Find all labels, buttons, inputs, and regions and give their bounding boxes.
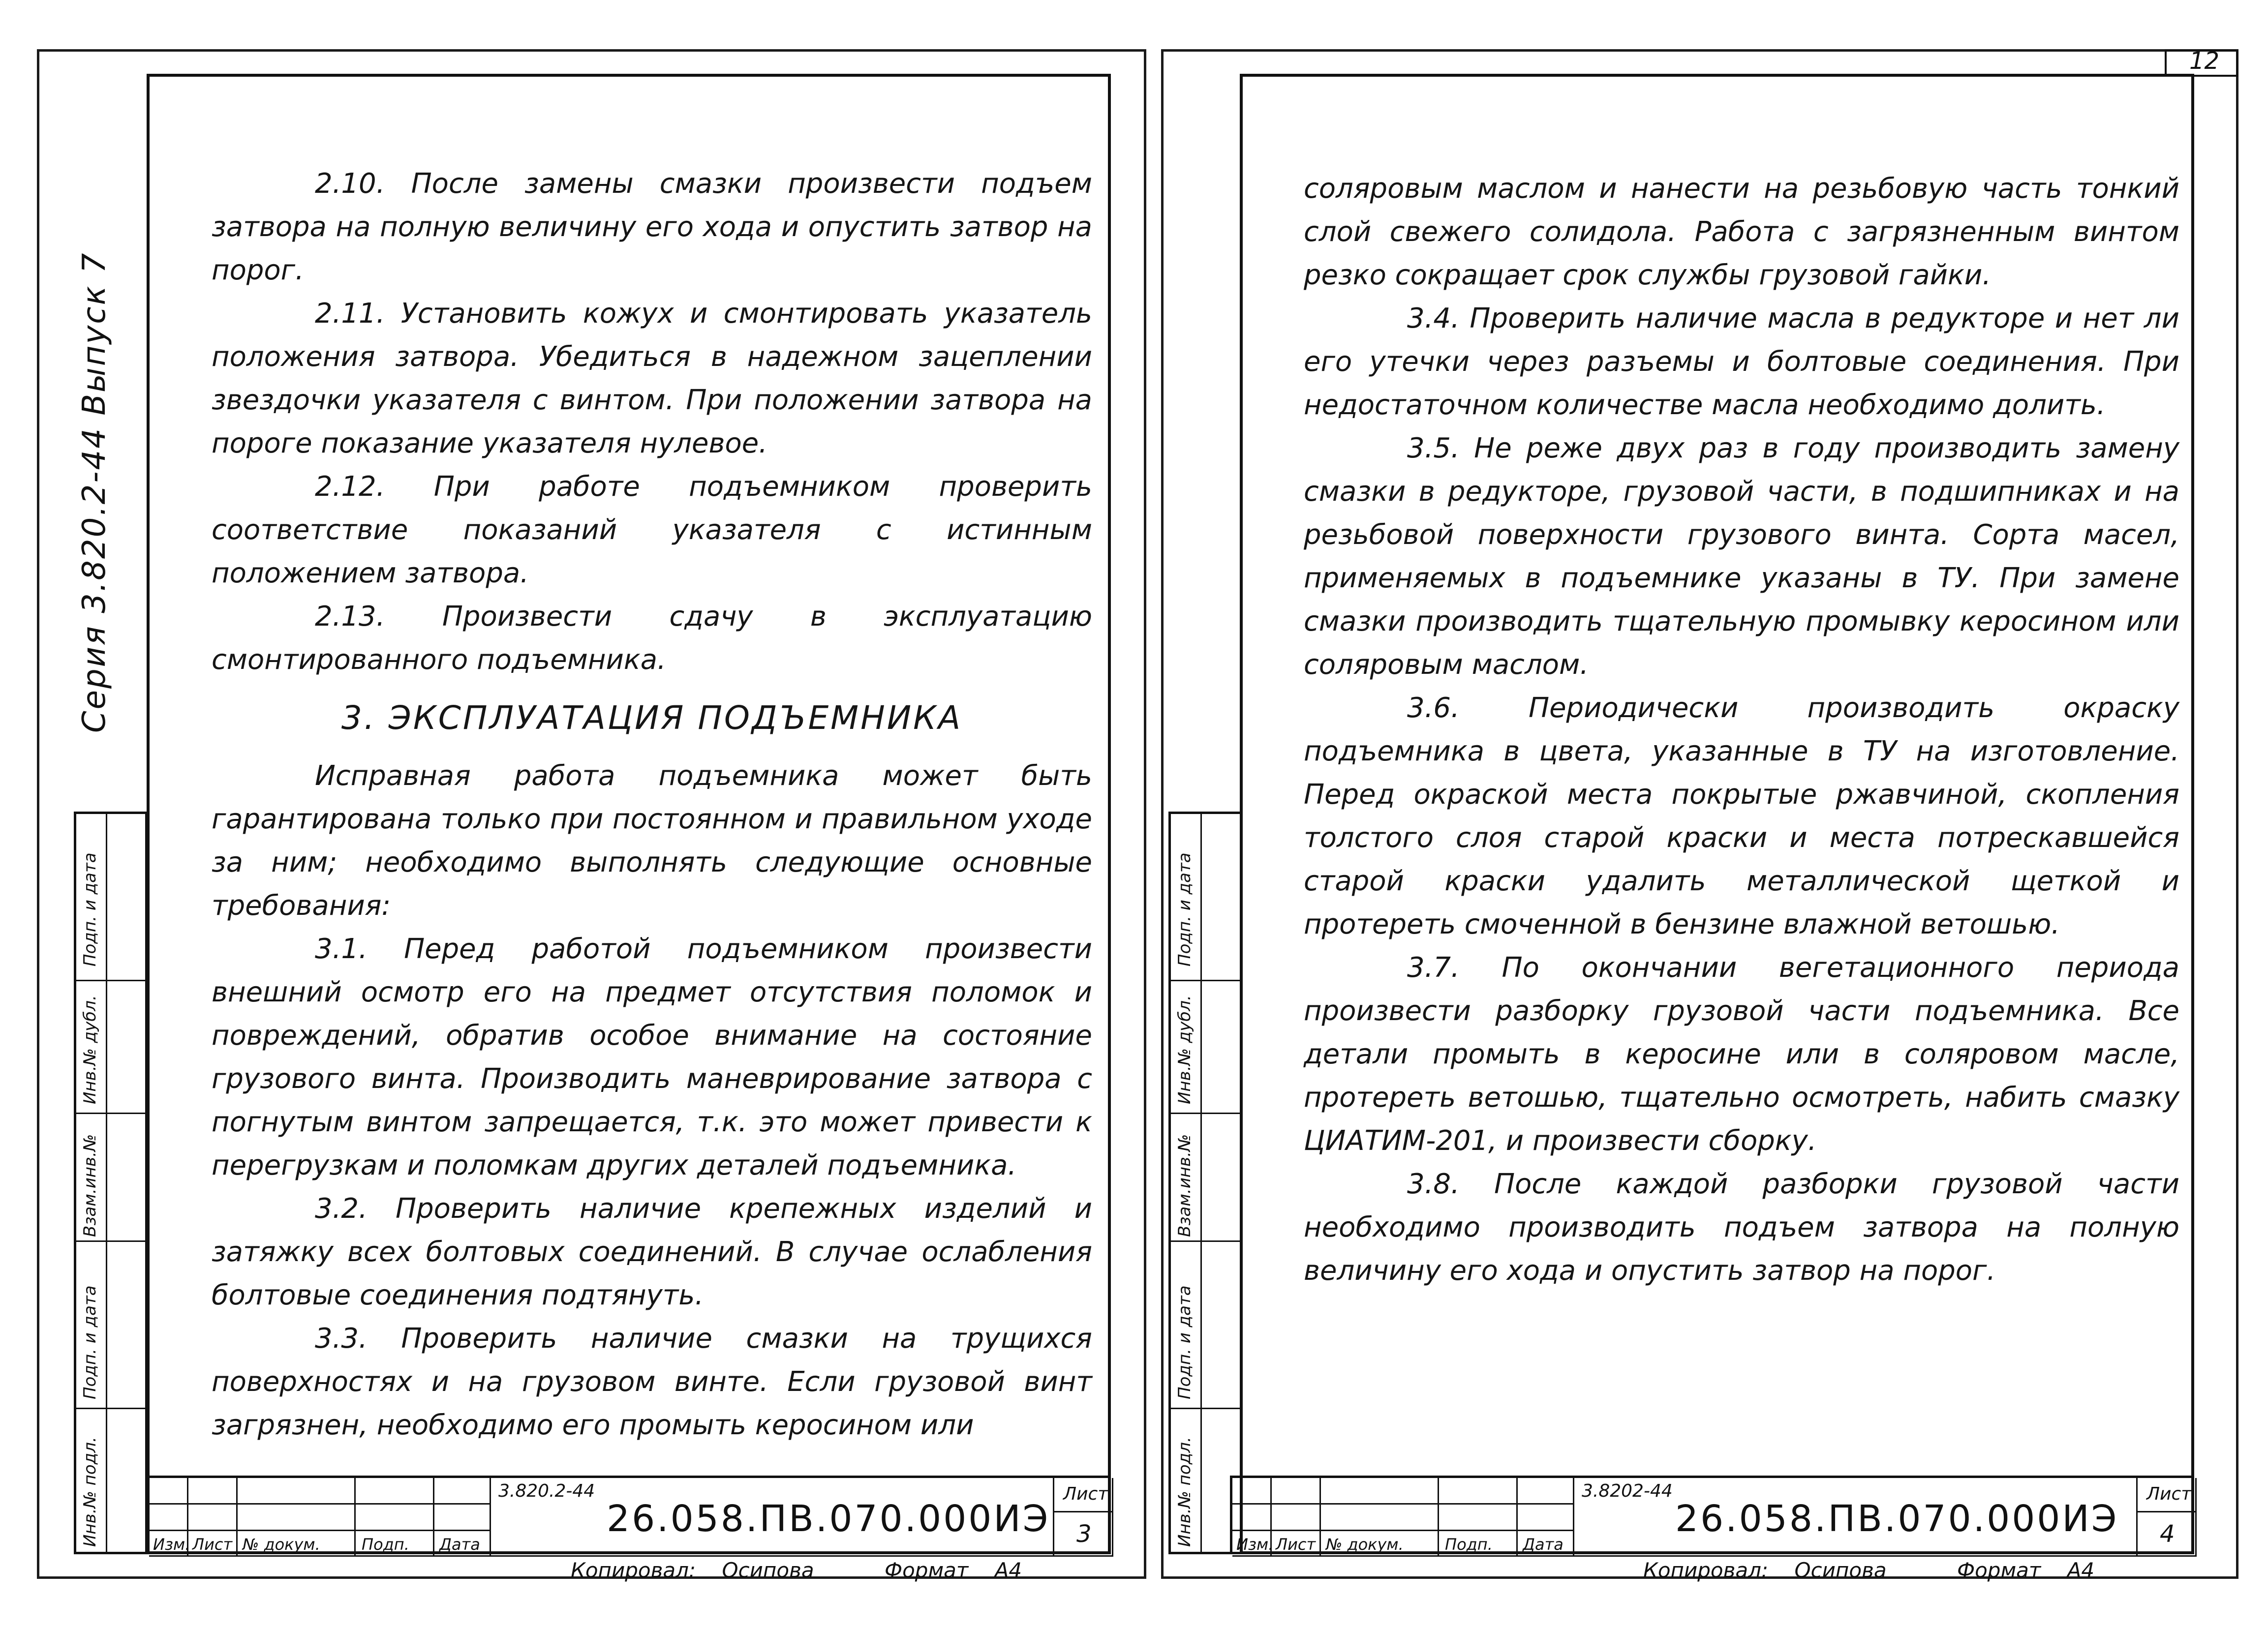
margin-label-inv-dubl: Инв.№ дубл. (80, 995, 100, 1104)
right-title-block (1230, 1476, 2194, 1554)
paragraph: 3.1. Перед работой подъемником произвести внешний осмотр его на предмет отсутствия поломок и повреждений, обратив особое внимание на состояние грузового винта. Производить маневрирование затвора с погнутым винтом запрещается, т.к. это может привести к перегрузкам и поломкам других деталей подъемника. (212, 933, 1092, 1181)
copied-name: Осипова (722, 1558, 814, 1582)
right-margin-stamp (1168, 812, 1242, 1554)
margin-label-vzam-inv: Взам.инв.№ (80, 1134, 100, 1237)
stamp-col-doc: № докум. (1326, 1535, 1404, 1554)
paragraph: соляровым маслом и нанести на резьбовую часть тонкий слой свежего солидола. Работа с загрязненным винтом резко сокращает срок службы грузовой гайки. (1304, 173, 2179, 291)
stamp-sheet-label: Лист (1063, 1484, 1108, 1504)
paragraph: 2.12. При работе подъемником проверить соответствие показаний указателя с истинным положением затвора. (212, 471, 1092, 589)
stamp-col-date: Дата (439, 1535, 480, 1554)
stamp-sheet-number: 4 (2160, 1520, 2175, 1548)
stamp-series-ref: 3.8202-44 (1582, 1481, 1673, 1501)
paragraph: 3.4. Проверить наличие масла в редукторе и нет ли его утечки через разъемы и болтовые соединения. При недостаточном количестве масла необходимо долить. (1304, 302, 2179, 421)
paragraph: 2.10. После замены смазки произвести подъем затвора на полную величину его хода и опустить затвор на порог. (212, 168, 1092, 286)
stamp-col-date: Дата (1523, 1535, 1563, 1554)
paragraph: 2.11. Установить кожух и смонтировать указатель положения затвора. Убедиться в надежном зацеплении звездочки указателя с винтом. При положении затвора на пороге показание указателя нулевое. (212, 298, 1092, 459)
stamp-col-sign: Подп. (1445, 1535, 1493, 1554)
stamp-col-list: Лист (1276, 1535, 1316, 1554)
margin-label-podp-data: Подп. и дата (80, 852, 100, 966)
left-body-text (212, 162, 1092, 1447)
paragraph: 3.3. Проверить наличие смазки на трущихся поверхностях и на грузовом винте. Если грузовой винт загрязнен, необходимо его промыть керосином или (212, 1323, 1092, 1441)
margin-label-inv-dubl: Инв.№ дубл. (1175, 995, 1195, 1104)
stamp-doc-code: 26.058.ПВ.070.000ИЭ (607, 1498, 1050, 1540)
paragraph: 2.13. Произвести сдачу в эксплуатацию смонтированного подъемника. (212, 601, 1092, 676)
stamp-doc-code: 26.058.ПВ.070.000ИЭ (1675, 1498, 2119, 1540)
left-copy-line (571, 1558, 1022, 1582)
left-side-title: Серия 3.820.2-44 Выпуск 7 (76, 251, 113, 733)
margin-label-podp-data-2: Подп. и дата (1175, 1285, 1195, 1399)
paragraph: 3.6. Периодически производить окраску подъемника в цвета, указанные в ТУ на изготовление. Перед окраской места покрытые ржавчиной, скопления толстого слоя старой краски и места потрескавшейся старой краски удалить металлической щеткой и протереть смоченной в бензине влажной ветошью. (1304, 692, 2179, 940)
stamp-col-list: Лист (192, 1535, 233, 1554)
copied-label: Копировал: (1643, 1558, 1769, 1582)
format-label: Формат (1957, 1558, 2041, 1582)
margin-label-inv-podl: Инв.№ подл. (80, 1437, 100, 1547)
top-page-number: 12 (2189, 47, 2220, 75)
copied-name: Осипова (1794, 1558, 1887, 1582)
margin-label-inv-podl: Инв.№ подл. (1175, 1437, 1195, 1547)
paragraph: 3.7. По окончании вегетационного периода произвести разборку грузовой части подъемника. Все детали промыть в керосине или в соляровом масле, протереть ветошью, тщательно осмотреть, набить смазку ЦИАТИМ-201, и произвести сборку. (1304, 952, 2179, 1157)
format-value: А4 (994, 1558, 1022, 1582)
stamp-col-izm: Изм. (153, 1535, 190, 1554)
stamp-col-doc: № докум. (243, 1535, 320, 1554)
stamp-col-izm: Изм. (1236, 1535, 1274, 1554)
copied-label: Копировал: (571, 1558, 696, 1582)
margin-label-podp-data-2: Подп. и дата (80, 1285, 100, 1399)
stamp-col-sign: Подп. (362, 1535, 409, 1554)
paragraph: 3.2. Проверить наличие крепежных изделий и затяжку всех болтовых соединений. В случае ослабления болтовые соединения подтянуть. (212, 1193, 1092, 1311)
format-value: А4 (2067, 1558, 2095, 1582)
right-copy-line (1643, 1558, 2094, 1582)
paragraph: 3.5. Не реже двух раз в году производить замену смазки в редукторе, грузовой части, в подшипниках и на резьбовой поверхности грузового винта. Сорта масел, применяемых в подъемнике указаны в ТУ. При замене смазки производить тщательную промывку керосином или соляровым маслом. (1304, 432, 2179, 681)
section-title: 3. ЭКСПЛУАТАЦИЯ ПОДЪЕМНИКА (341, 699, 963, 737)
right-body-text (1304, 167, 2179, 1293)
left-title-block (147, 1476, 1111, 1554)
stamp-series-ref: 3.820.2-44 (498, 1481, 595, 1501)
margin-label-podp-data: Подп. и дата (1175, 852, 1195, 966)
stamp-sheet-label: Лист (2146, 1484, 2192, 1504)
stamp-sheet-number: 3 (1076, 1520, 1092, 1548)
paragraph: 3.8. После каждой разборки грузовой части необходимо производить подъем затвора на полную величину его хода и опустить затвор на порог. (1304, 1168, 2179, 1287)
format-label: Формат (884, 1558, 969, 1582)
paragraph: Исправная работа подъемника может быть гарантирована только при постоянном и правильном уходе за ним; необходимо выполнять следующие основные требования: (212, 760, 1092, 922)
margin-label-vzam-inv: Взам.инв.№ (1175, 1134, 1195, 1237)
left-margin-stamp (74, 812, 148, 1554)
